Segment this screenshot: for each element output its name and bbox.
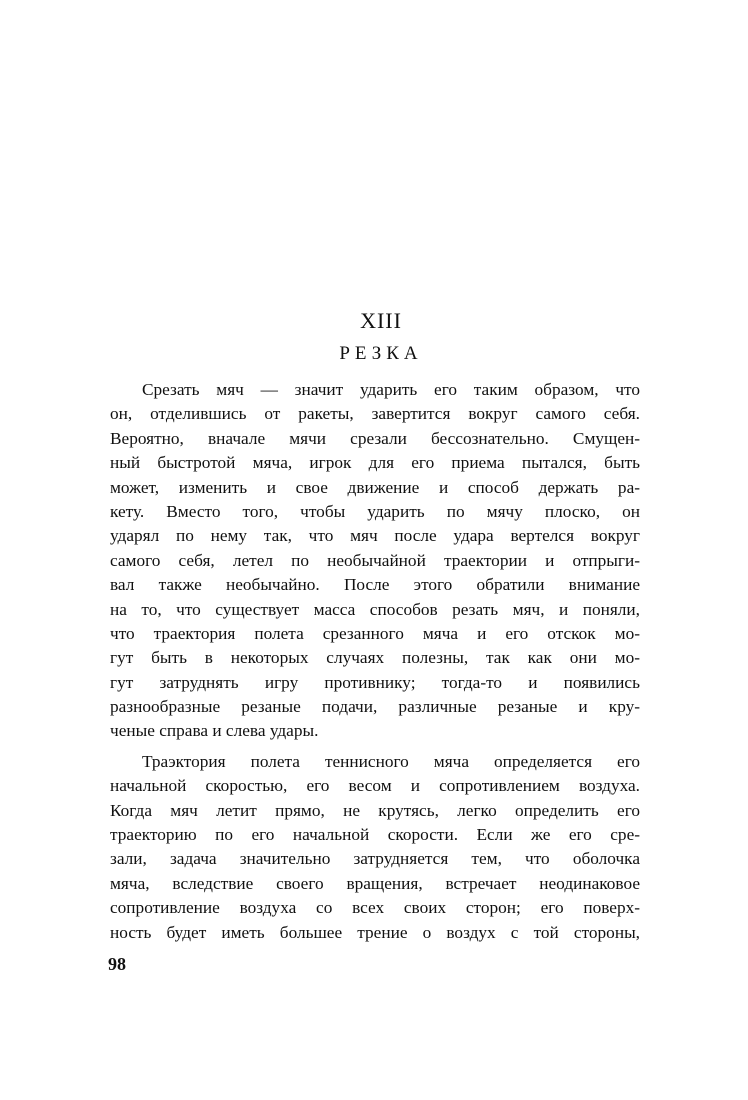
text-line: вал также необычайно. После этого обратили внимание (110, 575, 640, 595)
paragraph (110, 750, 640, 945)
text-line: ный быстротой мяча, игрок для его приема пытался, быть (110, 453, 640, 473)
text-line: зали, задача значительно затрудняется тем, что оболочка (110, 849, 640, 869)
chapter-title: РЕЗКА (339, 343, 423, 364)
text-line: самого себя, летел по необычайной траектории и отпрыги- (110, 550, 640, 570)
text-line: Вероятно, вначале мячи срезали бессознательно. Смущен- (110, 428, 640, 448)
text-line: ченые справа и слева удары. (110, 721, 319, 741)
chapter-number: XIII (360, 308, 402, 333)
text-line: мяча, вследствие своего вращения, встречает неодинаковое (110, 873, 640, 893)
text-line: может, изменить и свое движение и способ держать ра- (110, 477, 640, 497)
text-line: ность будет иметь большее трение о воздух с той стороны, (110, 922, 640, 942)
text-line: что траектория полета срезанного мяча и его отскок мо- (110, 623, 640, 643)
text-line: кету. Вместо того, чтобы ударить по мячу плоско, он (110, 501, 640, 521)
text-line: Когда мяч летит прямо, не крутясь, легко определить его (110, 800, 640, 820)
text-line: траекторию по его начальной скорости. Если же его сре- (110, 825, 640, 845)
text-line: он, отделившись от ракеты, завертится вокруг самого себя. (110, 404, 640, 424)
text-line: сопротивление воздуха со всех своих сторон; его поверх- (110, 898, 640, 918)
text-line: разнообразные резаные подачи, различные резаные и кру- (110, 697, 640, 717)
text-line: Траэктория полета теннисного мяча определяется его (142, 751, 640, 771)
text-line: начальной скоростью, его весом и сопротивлением воздуха. (110, 776, 640, 796)
text-line: на то, что существует масса способов резать мяч, и поняли, (110, 599, 640, 619)
page-number: 98 (108, 954, 126, 974)
text-line: гут затруднять игру противнику; тогда-то и появились (110, 672, 640, 692)
text-line: ударял по нему так, что мяч после удара вертелся вокруг (110, 526, 640, 546)
text-line: гут быть в некоторых случаях полезны, так как они мо- (110, 648, 640, 668)
body-text (110, 378, 640, 945)
text-line: Срезать мяч — значит ударить его таким образом, что (142, 380, 640, 399)
paragraph (110, 378, 640, 744)
